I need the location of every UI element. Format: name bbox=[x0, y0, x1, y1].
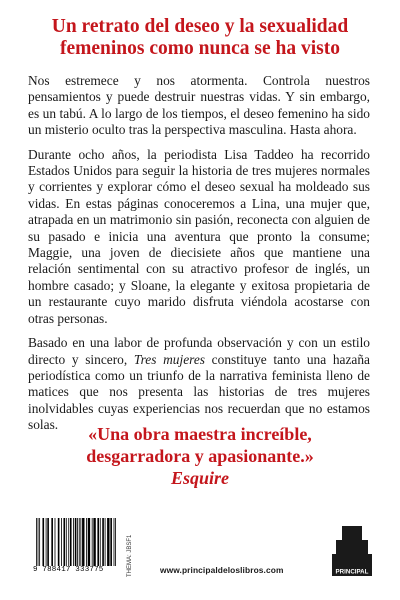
barcode-bar bbox=[42, 518, 44, 566]
headline-line-2: femeninos como nunca se ha visto bbox=[59, 38, 341, 59]
barcode-bar bbox=[97, 518, 99, 566]
barcode-bar bbox=[73, 518, 74, 566]
barcode-bars bbox=[35, 518, 117, 566]
publisher-website: www.principaldeloslibros.com bbox=[160, 565, 284, 575]
paragraph-3-before: Basado en una labor de profunda observación y con un estilo directo y sincero, bbox=[28, 335, 370, 367]
barcode-bar bbox=[70, 518, 72, 566]
barcode-bar bbox=[39, 518, 40, 566]
barcode-bar bbox=[110, 518, 112, 566]
barcode-bar bbox=[38, 518, 39, 566]
thema-code-text: THEMA: JBSF1 bbox=[127, 534, 133, 577]
barcode-bar bbox=[46, 518, 47, 566]
barcode-bar bbox=[75, 518, 77, 566]
barcode-bar bbox=[61, 518, 62, 566]
paragraph-3-after: constituye tanto una hazaña periodística como un triunfo de la narrativa feminista lleno de matices que nos presenta las historias de tres mujeres inolvidables cuyas experiencias nos recuerdan que no estamos solas. bbox=[28, 351, 370, 433]
logo-building-base bbox=[332, 554, 372, 566]
barcode-bar bbox=[88, 518, 90, 566]
synopsis-paragraph-3 bbox=[28, 335, 370, 433]
barcode-bar bbox=[105, 518, 106, 566]
barcode-bar bbox=[77, 518, 78, 566]
barcode-bar bbox=[51, 518, 53, 566]
isbn-barcode bbox=[29, 518, 123, 578]
barcode-bar bbox=[47, 518, 49, 566]
barcode-bar bbox=[36, 518, 37, 566]
blurb-quote-line-2: desgarradora y apasionante.» bbox=[86, 445, 314, 466]
barcode-bar bbox=[55, 518, 56, 566]
headline-line-1: Un retrato del deseo y la sexualidad bbox=[51, 16, 349, 37]
barcode-bar bbox=[115, 518, 116, 566]
logo-building-middle bbox=[336, 540, 368, 554]
barcode-bar bbox=[79, 518, 80, 566]
barcode-bar bbox=[93, 518, 95, 566]
barcode-bar bbox=[86, 518, 87, 566]
blurb-source: Esquire bbox=[170, 468, 230, 488]
headline bbox=[20, 16, 380, 60]
synopsis-paragraph-1: Nos estremece y nos atormenta. Controla nuestros pensamientos y puede destruir nuestras vidas. Y sin embargo, es un tabú. A lo largo de los tiempos, el deseo femenino ha sido un misterio oculto tras la perspectiva masculina. Hasta ahora. bbox=[28, 73, 370, 138]
barcode-bar bbox=[66, 518, 67, 566]
synopsis bbox=[28, 73, 370, 442]
publisher-logo bbox=[332, 524, 372, 576]
book-title-italic: Tres mujeres bbox=[133, 351, 206, 367]
logo-wordmark: PRINCIPAL bbox=[335, 568, 369, 576]
barcode-bar bbox=[80, 518, 81, 566]
barcode-bar bbox=[82, 518, 84, 566]
barcode-bar bbox=[92, 518, 93, 566]
barcode-bar bbox=[114, 518, 115, 566]
barcode-bar bbox=[100, 518, 101, 566]
thema-code bbox=[127, 521, 136, 577]
barcode-bar bbox=[58, 518, 60, 566]
barcode-bar bbox=[102, 518, 104, 566]
logo-building-top bbox=[342, 526, 362, 540]
barcode-digits: 9 788417 333775 bbox=[33, 566, 104, 574]
barcode-bar bbox=[63, 518, 65, 566]
barcode-bar bbox=[68, 518, 69, 566]
blurb-quote bbox=[20, 424, 380, 467]
synopsis-paragraph-2: Durante ocho años, la periodista Lisa Taddeo ha recorrido Estados Unidos para seguir la historia de tres mujeres normales y corrientes y explorar cómo el deseo sexual ha moldeado sus vidas. En estas páginas conoceremos a Lina, una mujer que, atrapada en un matrimonio sin pasión, reconecta con alguien de su pasado e inicia una aventura que pronto la consume; Maggie, una joven de diecisiete años que mantiene una relación sentimental con su atractivo profesor de inglés, un hombre casado; y Sloane, la elegante y exitosa propietaria de un restaurante cuyo marido disfruta viéndola acostarse con otras personas. bbox=[28, 146, 370, 326]
blurb-quote-line-1: «Una obra maestra increíble, bbox=[88, 424, 312, 444]
barcode-bar bbox=[107, 518, 109, 566]
